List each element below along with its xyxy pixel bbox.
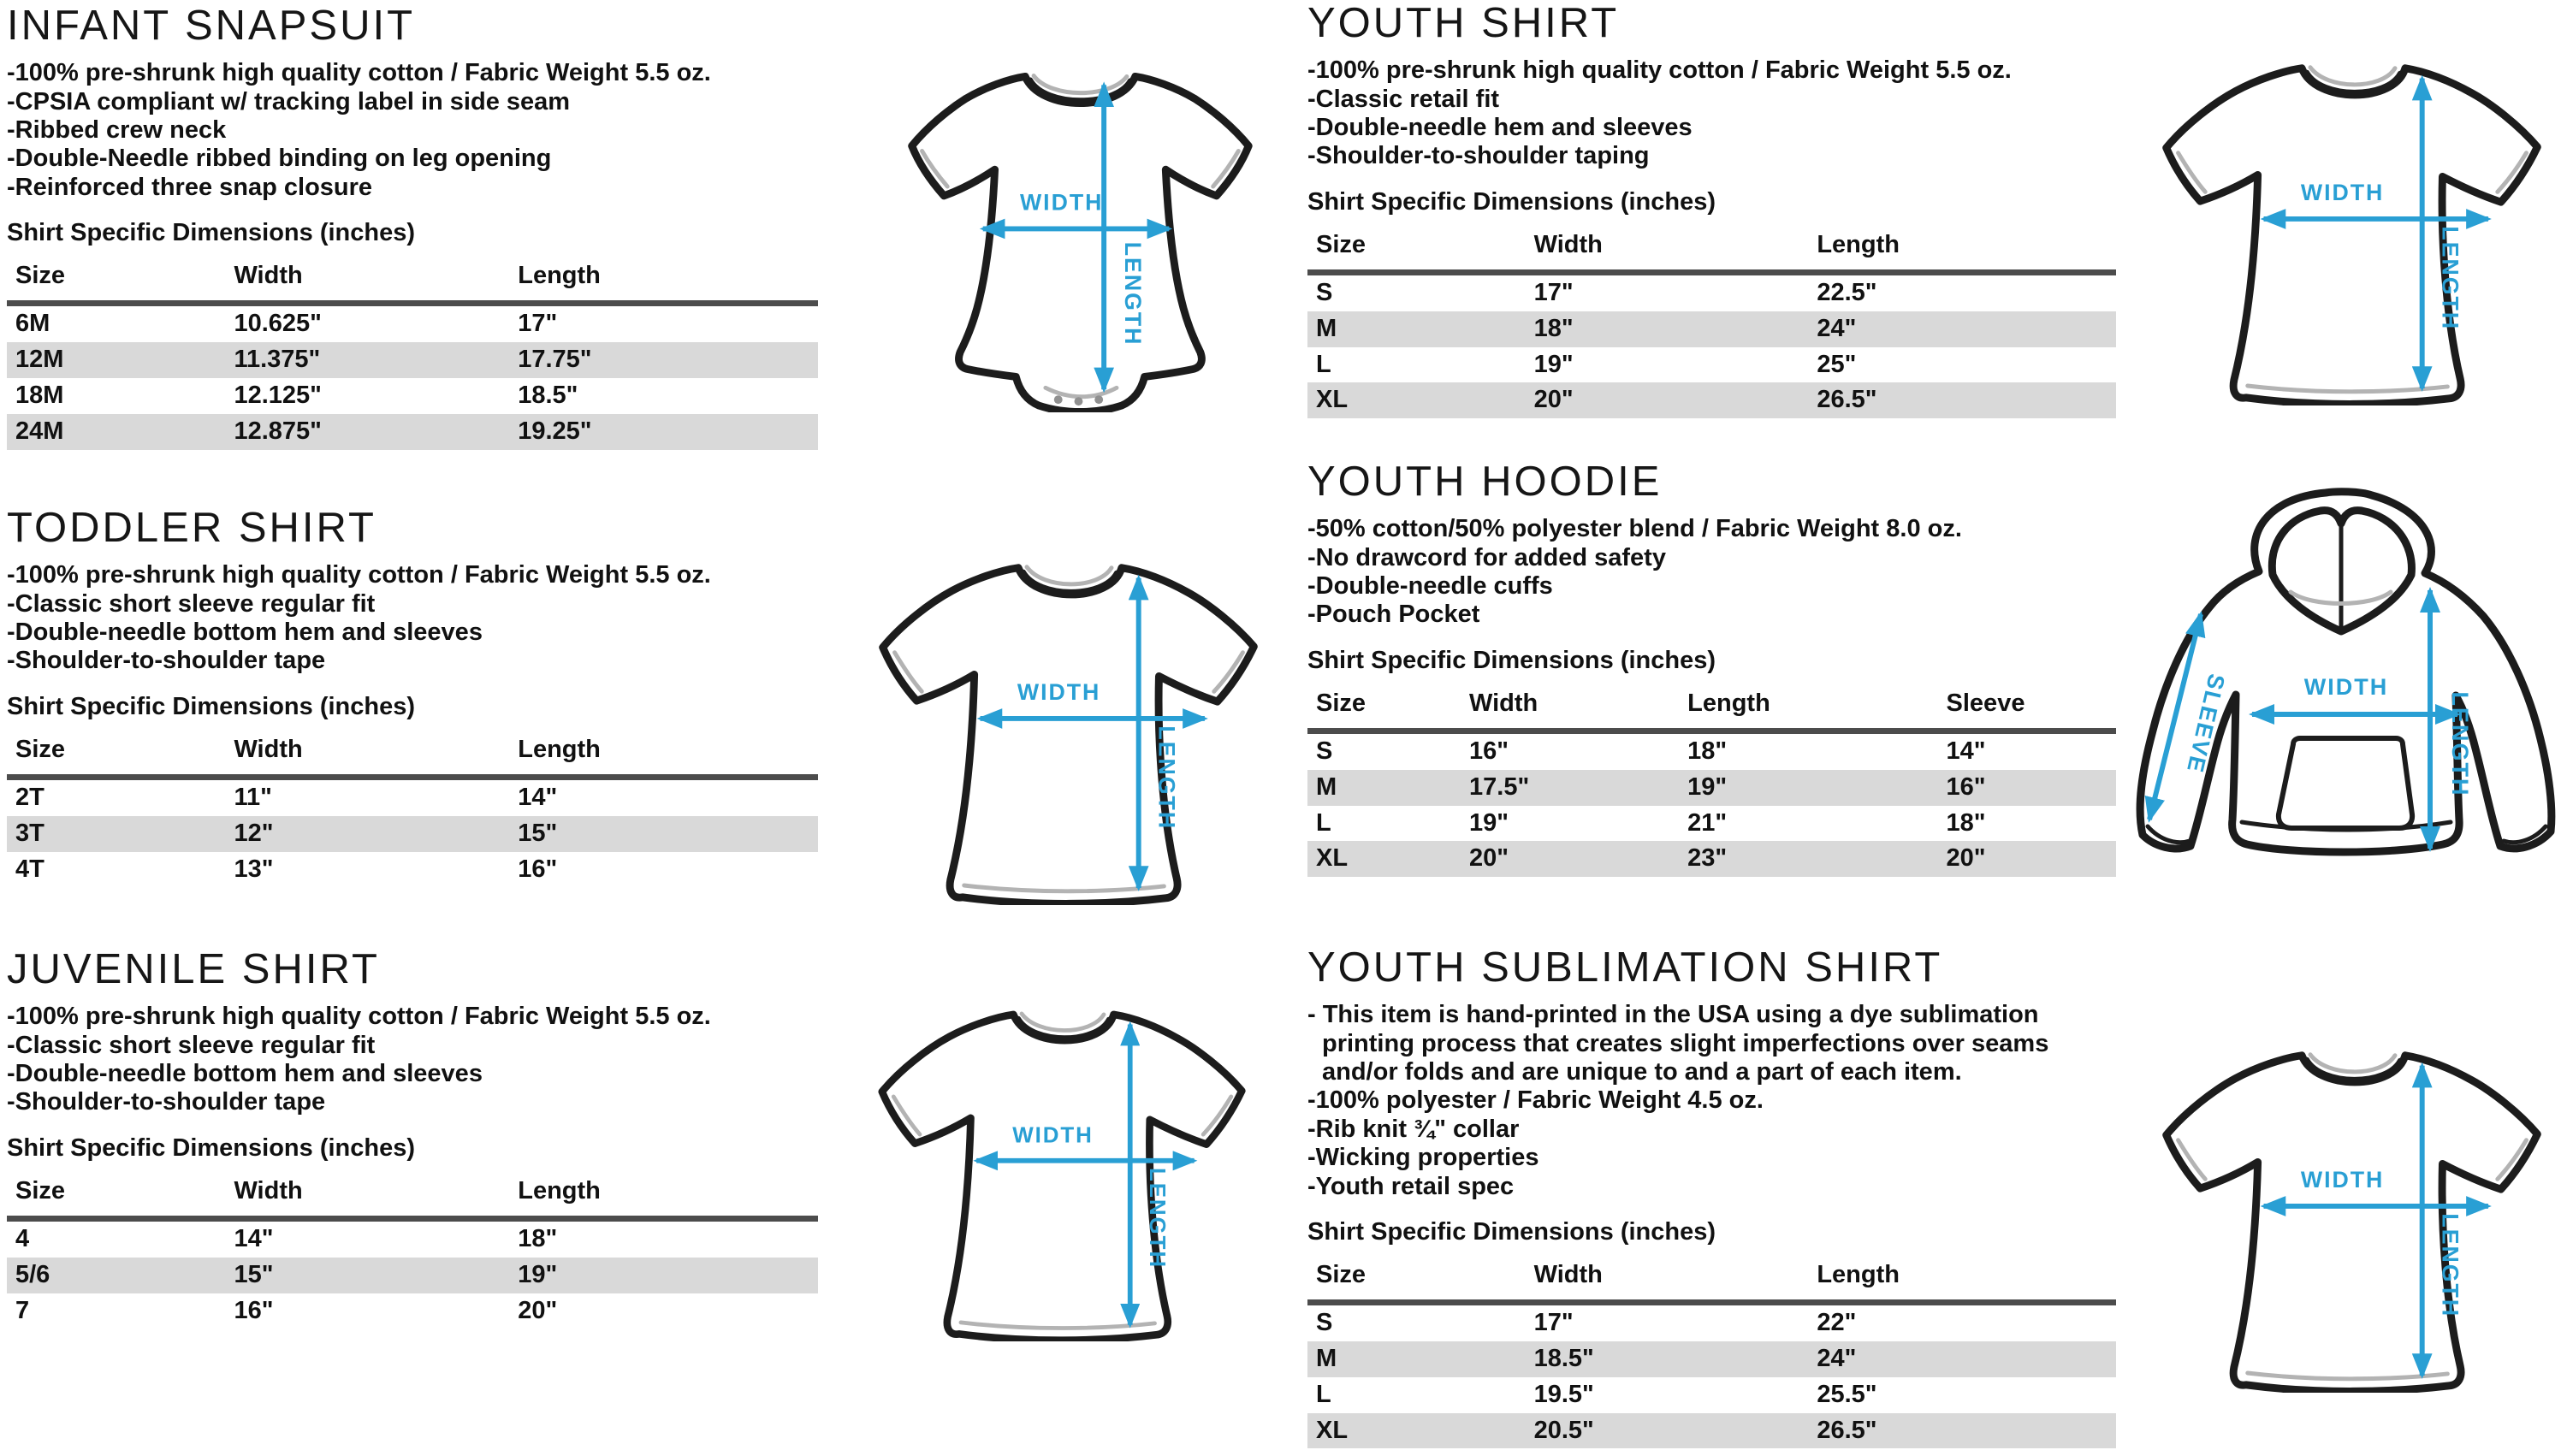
feature-item: -Classic short sleeve regular fit [7,1031,376,1059]
section-title: TODDLER SHIRT [7,505,376,551]
youth-hoodie-drawing [2115,462,2567,920]
cell-sleeve: 20" [1946,844,1986,873]
figure-youth-shirt [2141,24,2564,405]
size-table [7,262,818,450]
cell-size: XL [1316,1416,1349,1444]
section-toddler-shirt [7,506,818,887]
column-header-length: Length [518,1177,818,1219]
cell-size: 7 [15,1296,30,1324]
column-header-width: Width [234,262,518,304]
cell-size: 18M [15,381,64,409]
cell-length: 18" [1687,737,1728,765]
cell-width: 16" [234,1296,274,1324]
feature-list [7,1003,818,1116]
length-label: LENGTH [2437,226,2463,331]
feature-item: -Shoulder-to-shoulder tape [7,647,326,675]
table-row [7,1218,818,1257]
dimensions-heading: Shirt Specific Dimensions (inches) [1307,1217,1716,1246]
feature-item: -Reinforced three snap closure [7,173,373,201]
feature-item: - This item is hand-printed in the USA using a dye sublimation printing process that creates slight imperfections over seams and/or folds and are unique to and a part of each item. [1307,1001,2049,1086]
feature-item: -Classic short sleeve regular fit [7,589,376,618]
table-header-row [1307,1261,2116,1303]
column-header-size: Size [7,1177,234,1219]
cell-width: 15" [234,1260,274,1288]
size-table [7,736,818,888]
cell-width: 20" [1469,844,1509,873]
size-table [1307,690,2116,878]
column-header-width: Width [234,736,518,778]
size-table [1307,231,2116,419]
cell-sleeve: 18" [1946,808,1986,837]
cell-width: 17" [1533,278,1574,306]
column-header-size: Size [1307,690,1469,731]
feature-item: -Classic retail fit [1307,85,1500,113]
cell-width: 11" [234,783,272,811]
feature-item: -Double-needle hem and sleeves [1307,114,1693,142]
collar-stitch [1034,75,1127,92]
feature-list [1307,1001,2116,1200]
dimensions-heading: Shirt Specific Dimensions (inches) [1307,187,1716,216]
cell-width: 18" [1533,314,1574,342]
feature-item: -Double-needle bottom hem and sleeves [7,1060,483,1088]
cell-length: 26.5" [1817,386,1877,414]
table-row [1307,770,2116,806]
garment-outline [912,76,1249,411]
table-row [7,1293,818,1329]
table-row [7,414,818,450]
feature-item: -100% pre-shrunk high quality cotton / Fabric Weight 5.5 oz. [7,561,711,589]
size-table [1307,1261,2116,1449]
width-label: WIDTH [1020,189,1104,216]
feature-item: -100% pre-shrunk high quality cotton / Fabric Weight 5.5 oz. [7,59,711,87]
cell-length: 21" [1687,808,1728,837]
cell-width: 14" [234,1224,274,1252]
cell-length: 22.5" [1817,278,1877,306]
column-header-width: Width [1534,1261,1817,1303]
section-title: YOUTH HOODIE [1307,459,1663,505]
width-label: WIDTH [2303,674,2389,700]
toddler-shirt-drawing [857,524,1281,905]
cell-width: 19" [1533,350,1574,378]
width-label: WIDTH [1012,1123,1094,1148]
garment-outline [882,1014,1242,1341]
cell-length: 25" [1817,350,1857,378]
dimensions-heading: Shirt Specific Dimensions (inches) [7,1133,415,1162]
table-row [1307,311,2116,347]
cell-sleeve: 14" [1946,737,1986,765]
table-row [1307,806,2116,842]
cell-width: 19.5" [1533,1380,1594,1408]
garment-outline [883,567,1254,904]
cell-length: 19.25" [518,417,592,445]
column-header-sleeve: Sleeve [1947,690,2116,731]
cell-size: 5/6 [15,1260,50,1288]
feature-item: -CPSIA compliant w/ tracking label in side seam [7,87,571,115]
section-youth-hoodie [1307,460,2116,877]
column-header-width: Width [1534,231,1817,273]
cell-length: 15" [518,819,558,847]
cell-size: L [1316,1380,1331,1408]
section-title: JUVENILE SHIRT [7,946,380,992]
cell-length: 14" [518,783,558,811]
cell-size: M [1316,1344,1337,1372]
cell-size: 4T [15,855,44,883]
table-header-row [7,262,818,304]
column-header-size: Size [1307,1261,1534,1303]
cell-size: M [1316,314,1337,342]
table-row [1307,1377,2116,1413]
cell-size: XL [1316,844,1349,873]
cell-size: 24M [15,417,64,445]
cell-width: 17.5" [1469,772,1530,801]
youth-shirt-drawing [2141,24,2564,405]
section-title: YOUTH SUBLIMATION SHIRT [1307,944,1943,991]
length-label: LENGTH [2447,691,2473,797]
column-header-size: Size [7,262,234,304]
column-header-width: Width [1469,690,1687,731]
length-label: LENGTH [1119,241,1146,346]
feature-item: -Double-Needle ribbed binding on leg opening [7,145,552,173]
cell-sleeve: 16" [1946,772,1986,801]
table-row [7,342,818,378]
figure-toddler-shirt [857,524,1281,905]
cell-length: 19" [518,1260,558,1288]
cell-length: 25.5" [1817,1380,1877,1408]
table-header-row [1307,231,2116,273]
column-header-length: Length [1817,1261,2116,1303]
cell-length: 17.75" [518,346,592,374]
table-row [7,852,818,888]
cell-size: XL [1316,386,1349,414]
cell-width: 13" [234,855,274,883]
width-label: WIDTH [2300,1167,2385,1193]
cell-size: 6M [15,310,50,338]
feature-item: -Shoulder-to-shoulder tape [7,1088,326,1116]
table-row [7,1258,818,1293]
cell-size: 3T [15,819,44,847]
table-row [1307,347,2116,383]
figure-infant-snapsuit [881,36,1271,412]
size-table [7,1177,818,1329]
column-header-size: Size [1307,231,1534,273]
cell-size: M [1316,772,1337,801]
cell-length: 18.5" [518,381,578,409]
cell-size: S [1316,278,1333,306]
column-header-length: Length [1817,231,2116,273]
table-header-row [7,736,818,778]
cell-length: 22" [1817,1308,1857,1336]
cell-size: 12M [15,346,64,374]
feature-list [1307,515,2116,629]
table-header-row [1307,690,2116,731]
feature-item: -100% pre-shrunk high quality cotton / Fabric Weight 5.5 oz. [1307,56,2012,85]
feature-item: -100% pre-shrunk high quality cotton / Fabric Weight 5.5 oz. [7,1003,711,1031]
cell-length: 24" [1817,314,1857,342]
table-row [1307,1413,2116,1449]
section-juvenile-shirt [7,948,818,1329]
snap-dot [1075,397,1083,405]
feature-list [1307,56,2116,170]
feature-item: -100% polyester / Fabric Weight 4.5 oz. [1307,1086,1764,1115]
table-header-row [7,1177,818,1219]
cell-width: 12" [234,819,274,847]
cell-width: 12.875" [234,417,322,445]
section-title: INFANT SNAPSUIT [7,3,416,49]
feature-item: -Pouch Pocket [1307,601,1480,629]
cell-width: 11.375" [234,346,321,374]
cell-length: 20" [518,1296,558,1324]
cell-size: 2T [15,783,44,811]
cell-width: 17" [1533,1308,1574,1336]
garment-outline [2167,1055,2538,1392]
table-row [1307,731,2116,769]
cell-size: S [1316,737,1333,765]
youth-sublimation-shirt-drawing [2141,1011,2564,1393]
table-row [7,378,818,414]
feature-item: -50% cotton/50% polyester blend / Fabric Weight 8.0 oz. [1307,515,1962,543]
figure-youth-sublimation-shirt [2141,1011,2564,1393]
dimensions-heading: Shirt Specific Dimensions (inches) [1307,646,1716,674]
feature-item: -Double-needle bottom hem and sleeves [7,619,483,647]
cell-width: 10.625" [234,310,322,338]
table-row [1307,841,2116,877]
width-label: WIDTH [2300,180,2385,206]
cell-width: 12.125" [234,381,322,409]
snap-dot [1094,395,1103,404]
infant-snapsuit-drawing [881,36,1271,412]
sleeve-label: SLEEVE [2181,671,2230,777]
cell-length: 16" [518,855,558,883]
figure-youth-hoodie [2115,462,2567,920]
cell-length: 18" [518,1224,558,1252]
cell-length: 24" [1817,1344,1857,1372]
cell-width: 19" [1469,808,1509,837]
column-header-length: Length [1687,690,1946,731]
column-header-length: Length [518,736,818,778]
cell-width: 20.5" [1533,1416,1594,1444]
figure-juvenile-shirt [857,972,1268,1341]
feature-list [7,59,818,202]
feature-item: -Ribbed crew neck [7,116,227,145]
feature-list [7,561,818,675]
garment-outline [2167,68,2538,405]
cell-length: 17" [518,310,558,338]
cell-size: L [1316,350,1331,378]
section-title: YOUTH SHIRT [1307,0,1620,46]
cell-length: 19" [1687,772,1728,801]
length-label: LENGTH [1153,725,1180,831]
dimensions-heading: Shirt Specific Dimensions (inches) [7,219,415,247]
length-label: LENGTH [1144,1167,1169,1270]
section-youth-shirt [1307,2,2116,418]
table-row [1307,382,2116,418]
length-label: LENGTH [2437,1213,2463,1318]
cell-width: 16" [1469,737,1509,765]
snap-dot [1054,395,1063,404]
cell-length: 26.5" [1817,1416,1877,1444]
table-row [1307,272,2116,311]
feature-item: -Rib knit ¾" collar [1307,1115,1520,1143]
cell-size: 4 [15,1224,30,1252]
column-header-size: Size [7,736,234,778]
cell-width: 20" [1533,386,1574,414]
column-header-length: Length [518,262,818,304]
feature-item: -Double-needle cuffs [1307,572,1553,601]
table-row [1307,1341,2116,1377]
juvenile-shirt-drawing [857,972,1268,1341]
cell-size: L [1316,808,1331,837]
table-row [7,816,818,852]
table-row [7,777,818,815]
table-row [1307,1302,2116,1341]
column-header-width: Width [234,1177,518,1219]
section-infant-snapsuit [7,4,818,450]
width-label: WIDTH [1017,679,1101,706]
feature-item: -No drawcord for added safety [1307,543,1666,571]
feature-item: -Shoulder-to-shoulder taping [1307,142,1650,170]
section-youth-sublimation-shirt [1307,946,2116,1448]
cell-size: S [1316,1308,1333,1336]
feature-item: -Wicking properties [1307,1144,1539,1172]
feature-item: -Youth retail spec [1307,1172,1515,1200]
table-row [7,304,818,342]
cell-length: 23" [1687,844,1728,873]
dimensions-heading: Shirt Specific Dimensions (inches) [7,692,415,720]
cell-width: 18.5" [1533,1344,1594,1372]
